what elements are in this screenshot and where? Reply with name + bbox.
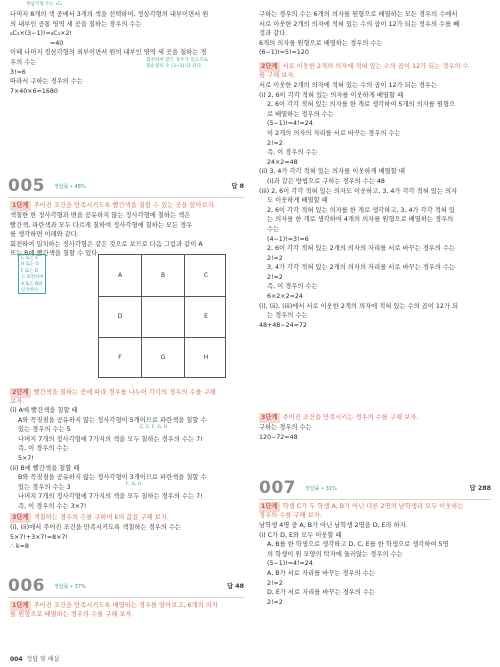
math-line: 3!=6: [10, 68, 26, 76]
page-number: 004: [10, 656, 23, 663]
math-line: 120−72=48: [259, 433, 298, 441]
text-line: (i), (ii), (iii)에서 서로 이웃한 2개의 의자에 적혀 있는 수의 곱이 12가 되: [259, 302, 459, 310]
case-heading: (ii) B에 빨간색을 칠할 때: [10, 464, 80, 472]
text-line: A와 꼭짓점을 공유하지 않는 정사각형이 5개이므로 파란색을 칠할 수: [18, 416, 207, 424]
case-heading: (i) C가 D, E와 모두 이웃할 때: [259, 531, 342, 539]
text-line: 서로 이웃한 2개의 의자에 적혀 있는 수의 곱이 12가 되는 경우는: [259, 82, 438, 89]
side-note-line: 원순열의 수 (3−1)!과 같다.: [146, 64, 203, 69]
step-tag: 2단계: [261, 63, 278, 70]
text-line: 즉, 이 경우의 수는: [267, 283, 318, 291]
text-line: 있는 경우의 수는 5: [18, 426, 71, 434]
step-title: 를 원형으로 배열하는 경우의 수를 구해 보자.: [10, 611, 134, 618]
text-line: 나머지 7개의 정사각형에 7가지의 색을 모두 칠하는 경우의 수는 7!: [18, 493, 203, 501]
text-line: 또는 B에 빨간색을 칠할 수 있다.: [10, 250, 100, 258]
divider: [259, 499, 491, 500]
text-line: 는 의자를 한 개로 생각하여 4개의 의자를 원형으로 배열하는 경우의: [267, 216, 454, 224]
math-line: 2!=2: [267, 273, 283, 281]
text-line: 2, 6이 각각 적혀 있는 의자를 한 개로 생각하여 5개의 의자를 원형으: [267, 101, 456, 109]
step-1-body: [259, 521, 449, 607]
math-line: 5×7!+3×7!=8×7!: [10, 533, 68, 541]
text-line: 따라서 구하는 경우의 수는: [10, 78, 83, 86]
text-line: 의 내부인 공통 영역 세 곳을 칠하는 경우의 수는: [10, 20, 142, 28]
math-line: ₈C₃×(3−1)!=₈C₃×2!: [10, 30, 72, 38]
grid-cell: A: [117, 271, 123, 279]
accuracy-rate: 정답률 • 31%: [305, 486, 337, 492]
step-tag: 3단계: [261, 414, 278, 421]
math-line: (5−1)!=4!=24: [267, 120, 313, 128]
step-title: 보자.: [10, 398, 25, 405]
case-heading: (ii) 3, 4가 각각 적혀 있는 의자를 이웃하게 배열할 때: [259, 168, 405, 176]
step-title: 주어진 조건을 만족시키도록 배열하는 경우를 알아보고, 6개의 의자: [33, 602, 218, 609]
text-line: 우의 수는: [10, 58, 37, 66]
step-3: [10, 513, 169, 523]
box-note-line: F 또는 D: [21, 268, 39, 274]
math-line: 2!=2: [267, 579, 283, 587]
right-top-text: [259, 10, 459, 58]
accuracy-rate: 정답률 • 48%: [54, 184, 86, 190]
divider: [8, 597, 244, 598]
step-title: 주어진 조건을 만족시키도록 빨간색을 칠할 수 있는 곳을 알아보자.: [33, 202, 216, 209]
step-2-body: [259, 81, 458, 330]
math-line: (5−1)!=4!=24: [267, 560, 313, 568]
text-line: D, E가 서로 자리를 바꾸는 경우의 수는: [267, 589, 375, 597]
step-1-cont: [10, 610, 134, 620]
step-tag: 3단계: [12, 514, 29, 521]
text-line: (i), (ii)에서 주어진 조건을 만족시키도록 색칠하는 경우의 수는: [10, 524, 181, 531]
top-note: 정삼각형 수는 ₃C₁: [26, 2, 63, 7]
footer-title: 정답 및 해설: [26, 656, 60, 663]
answer: 답 288: [469, 485, 491, 492]
math-line: (4−1)!=3!=6: [267, 235, 309, 243]
problem-005-header: [8, 176, 244, 198]
box-note-line: C 또는 E: [21, 256, 39, 261]
grid-cell: D: [117, 313, 123, 321]
text-line: 색칠한 한 정사각형과 변을 공유하지 않는 정사각형에 칠하는 색은: [10, 212, 191, 219]
problem-number: 007: [259, 478, 296, 498]
grid-cell: [142, 297, 184, 337]
text-line: 회전하여 일치하는 정사각형은 같은 것으로 보므로 다음 그림과 같이 A: [10, 240, 203, 248]
square-grid-figure: [98, 254, 226, 378]
side-note: [146, 58, 208, 70]
step-3: [259, 413, 418, 423]
text-line: 이때 나머지 정삼각형의 외부이면서 원의 내부인 영역 세 곳을 칠하는 경: [10, 49, 207, 57]
side-note-line: 회전하여 같은 경우가 있으므로: [146, 58, 209, 63]
teal-note: C, E, F, G, H: [140, 425, 168, 430]
text-line: 수는: [267, 225, 280, 233]
text-line: 남학생 4명 중 A, B가 아닌 남학생 2명을 D, E라 하자.: [259, 522, 408, 529]
math-line: (6−1)!=5!=120: [259, 49, 309, 57]
step-tag: 2단계: [12, 389, 29, 396]
step-1: [10, 201, 216, 211]
rotation-note-box: [18, 254, 46, 294]
text-line: B와 꼭짓점을 공유하지 않는 정사각형이 3개이므로 파란색을 칠할 수: [18, 474, 207, 482]
problem-number: 006: [8, 576, 45, 596]
text-line: 이 2개의 의자의 자리를 서로 바꾸는 경우의 수는: [267, 129, 401, 137]
step-2: [10, 388, 216, 398]
step-title: 주어진 조건을 만족시키는 경우의 수를 구해 보자.: [282, 414, 419, 421]
grid-cell: F: [118, 354, 122, 362]
step-tag: 1단계: [12, 202, 29, 209]
text-line: (i)과 같은 방법으로 구하는 경우의 수는 48: [267, 177, 385, 185]
text-line: 즉, 이 경우의 수는: [267, 149, 318, 157]
text-line: 나머지 8개의 색 중에서 3개의 색을 선택하여, 정삼각형의 내부이면서 원: [10, 11, 209, 18]
step-tag: 1단계: [12, 602, 29, 609]
problem-006-header: [8, 576, 244, 598]
math-line: 48+48−24=72: [259, 321, 307, 329]
text-line: 구하는 경우의 수는 6개의 의자를 원형으로 배열하는 모든 경우의 수에서: [259, 11, 458, 18]
left-top-text: [10, 10, 208, 96]
math-line: 24×2=48: [267, 158, 298, 166]
math-line: =40: [50, 39, 64, 47]
step-title: 학생 C가 두 학생 A, B가 아닌 다른 2명의 남학생과 모두 이웃하는: [282, 503, 464, 510]
grid-cell: E: [204, 313, 208, 321]
step-3-body: [10, 523, 181, 552]
text-line: 즉, 이 경우의 수는 3×7!: [18, 502, 87, 510]
math-line: ∴ k=8: [10, 543, 29, 551]
box-note-line: 일치한다.: [21, 288, 40, 294]
text-line: A, B가 서로 자리를 바꾸는 경우의 수는: [267, 569, 375, 577]
step-title: 경우의 수를 구해 보자.: [259, 512, 322, 519]
text-line: 2, 6이 각각 적혀 있는 의자를 한 개로 생각하고, 3, 4가 각각 적혀 있: [267, 206, 455, 214]
text-line: 3, 4가 각각 적혀 있는 2개의 의자의 자리를 서로 바꾸는 경우의 수는: [267, 264, 456, 272]
case-heading: (iii) 2, 6이 각각 적혀 있는 의자도 이웃하고, 3, 4가 각각 적혀 있는 의자: [259, 187, 458, 195]
step-2-body: [10, 406, 207, 512]
step-title: 서로 이웃한 2개의 의자에 적혀 있는 수의 곱이 12가 되는 경우의 수: [282, 63, 469, 70]
text-line: 로 배열하는 경우의 수는: [267, 110, 334, 118]
problem-007-header: [259, 478, 491, 500]
text-line: 6개의 의자를 원형으로 배열하는 경우의 수는: [259, 39, 383, 47]
text-line: 나머지 7개의 정사각형에 7가지의 색을 모두 칠하는 경우의 수는 7!: [18, 435, 203, 443]
grid-cell: H: [203, 354, 209, 362]
step-title: 를 구해 보자.: [259, 72, 296, 79]
accuracy-rate: 정답률 • 37%: [54, 584, 86, 590]
math-line: 6×2×2=24: [267, 293, 303, 301]
text-line: 서로 이웃한 2개의 의자에 적혀 있는 수의 곱이 12가 되는 경우의 수를 빼: [259, 20, 460, 28]
math-line: 7×40×6=1680: [10, 87, 58, 95]
box-note-line: A 또는 B와: [21, 281, 43, 287]
box-note-line: H 또는 G: [21, 262, 39, 268]
box-note-line: 는 회전하여: [21, 275, 44, 281]
text-line: 즉, 이 경우의 수는: [18, 445, 69, 453]
text-line: 빨간색, 파란색과 모두 다르게 칠하여 정사각형에 칠하는 모든 경우: [10, 221, 193, 229]
teal-note: F, G, H: [126, 482, 142, 487]
answer: 답 8: [231, 183, 244, 190]
text-line: 2, 6이 각각 적혀 있는 2개의 의자의 자리를 서로 바꾸는 경우의 수는: [267, 245, 456, 253]
math-line: 2!=2: [267, 598, 283, 606]
text-line: 를 생각하면 이래와 같다.: [10, 231, 79, 239]
answer: 답 48: [226, 583, 244, 590]
math-line: 2!=2: [267, 254, 283, 262]
step-title: 색칠하는 경우의 수를 구하여 k의 값을 구해 보자.: [33, 514, 169, 521]
grid-cell: C: [203, 271, 209, 279]
grid-cell: B: [160, 271, 166, 279]
divider: [8, 197, 244, 198]
grid-cell: G: [160, 354, 166, 362]
case-heading: (i) A에 빨간색을 칠할 때: [10, 407, 78, 414]
step-1-body: [10, 211, 203, 259]
step-3-body: [259, 423, 312, 442]
text-line: 의 학생이 원 모양의 탁자에 둘러앉는 경우의 수는: [267, 550, 403, 558]
text-line: 구하는 경우의 수는: [259, 424, 312, 431]
text-line: 는 경우의 수는: [267, 312, 308, 320]
text-line: 있는 경우의 수는 3: [18, 483, 71, 491]
page-footer: [10, 655, 59, 665]
step-title: 빨간색을 칠하는 곳에 따라 경우를 나누어 각각의 경우의 수를 구해: [33, 389, 216, 396]
step-1-cont: [259, 511, 322, 521]
math-line: 5×7!: [18, 454, 34, 462]
problem-number: 005: [8, 176, 45, 196]
text-line: 것과 같다.: [259, 30, 288, 38]
step-tag: 1단계: [261, 503, 278, 510]
step-2-cont: [259, 71, 295, 81]
case-heading: (i) 2, 6이 각각 적혀 있는 의자를 이웃하게 배열할 때: [259, 91, 404, 99]
text-line: 도 이웃하게 배열할 때: [267, 197, 328, 205]
text-line: A, B를 한 학생으로 생각하고 D, C, E를 한 학생으로 생각하여 5명: [267, 541, 449, 549]
math-line: 2!=2: [267, 139, 283, 147]
